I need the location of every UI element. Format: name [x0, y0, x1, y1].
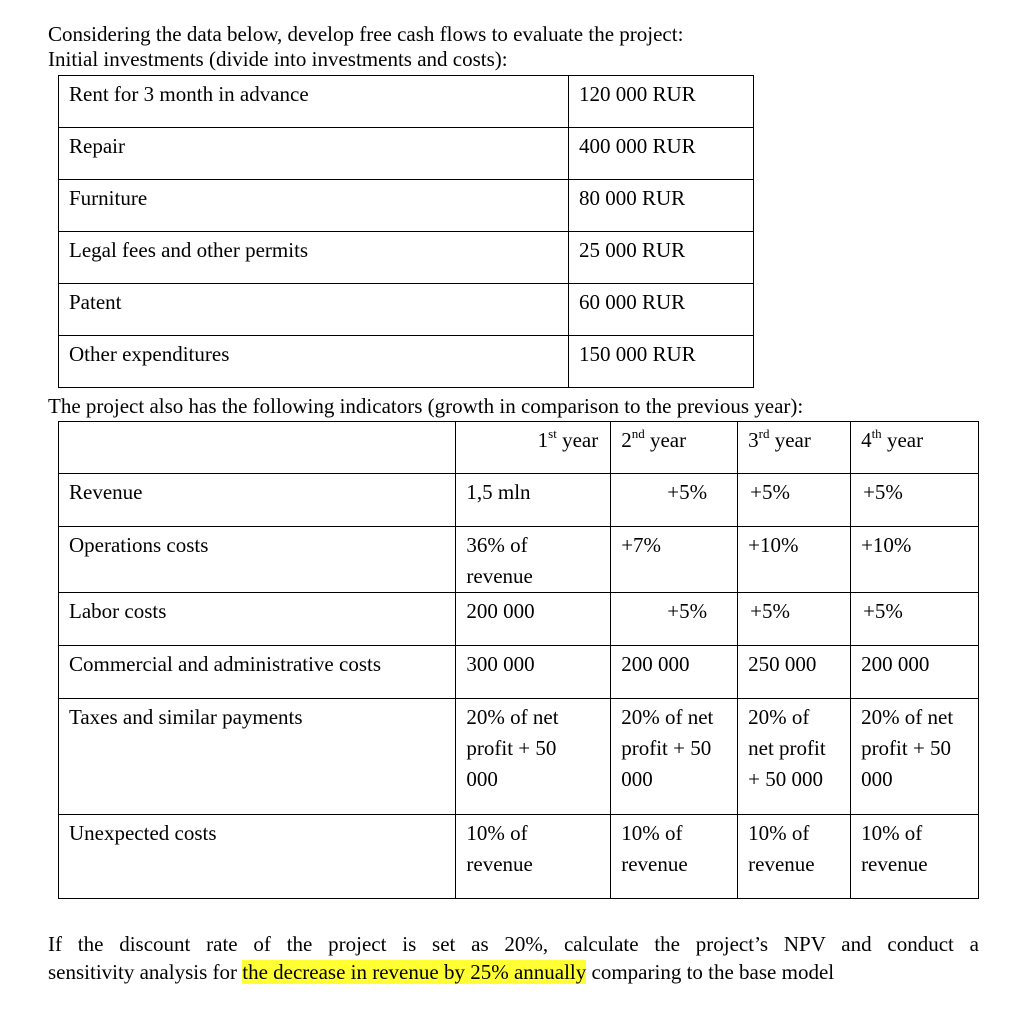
cell-year-2: 20% of net profit + 50 000 [621, 705, 714, 791]
investment-amount: 80 000 RUR [579, 186, 686, 210]
cell-year-3: +10% [748, 533, 799, 557]
indicators-table [58, 421, 979, 899]
investment-amount: 25 000 RUR [579, 238, 686, 262]
cell-year-1: 200 000 [466, 599, 535, 623]
investment-item: Legal fees and other permits [69, 238, 309, 262]
cell-year-2: 200 000 [621, 652, 690, 676]
row-label: Revenue [69, 480, 143, 504]
cell-year-2: 10% of revenue [621, 821, 688, 876]
row-label: Labor costs [69, 599, 167, 623]
cell-year-4: 200 000 [861, 652, 930, 676]
cell-year-3: 250 000 [748, 652, 817, 676]
cell-year-4: 20% of net profit + 50 000 [861, 705, 954, 791]
year-1-header: 1st year [537, 426, 599, 452]
table-row [59, 527, 979, 593]
intro-line-1: Considering the data below, develop free cash flows to evaluate the project: [48, 22, 684, 46]
table-row [59, 699, 979, 815]
cell-year-4: +5% [863, 599, 903, 623]
investment-amount: 60 000 RUR [579, 290, 686, 314]
cell-year-3: 20% of net profit + 50 000 [748, 705, 826, 791]
investment-item: Furniture [69, 186, 148, 210]
indicators-heading: The project also has the following indicators (growth in comparison to the previous year): [48, 394, 804, 418]
cell-year-2: +7% [621, 533, 662, 557]
investment-amount: 400 000 RUR [579, 134, 696, 158]
row-label: Commercial and administrative costs [69, 652, 382, 676]
investment-item: Patent [69, 290, 122, 314]
cell-year-3: 10% of revenue [748, 821, 815, 876]
year-4-header: 4th year [861, 426, 924, 452]
cell-year-4: +10% [861, 533, 912, 557]
cell-year-2: +5% [667, 599, 708, 623]
table-row [59, 284, 754, 336]
investment-item: Other expenditures [69, 342, 230, 366]
intro-line-2: Initial investments (divide into investments and costs): [48, 47, 508, 71]
table-row [59, 76, 754, 128]
cell-year-3: +5% [750, 599, 790, 623]
row-label: Operations costs [69, 533, 209, 557]
year-2-header: 2nd year [621, 426, 687, 452]
table-row [59, 815, 979, 899]
investment-amount: 150 000 RUR [579, 342, 696, 366]
table-row [59, 336, 754, 388]
cell-year-4: +5% [863, 480, 903, 504]
table-row [59, 646, 979, 699]
year-3-header: 3rd year [748, 426, 811, 452]
cell-year-3: +5% [750, 480, 790, 504]
investments-table [58, 75, 754, 388]
investment-item: Repair [69, 134, 125, 158]
investment-item: Rent for 3 month in advance [69, 82, 309, 106]
table-row [59, 180, 754, 232]
table-header-row [59, 422, 979, 474]
closing-paragraph [48, 930, 979, 986]
cell-year-1: 10% of revenue [466, 821, 533, 876]
cell-year-1: 1,5 mln [466, 480, 531, 504]
investment-amount: 120 000 RUR [579, 82, 696, 106]
cell-year-4: 10% of revenue [861, 821, 928, 876]
closing-line-1: If the discount rate of the project is set as 20%, calculate the project’s NPV and conduct a [48, 932, 979, 956]
row-label: Taxes and similar payments [69, 705, 303, 729]
table-row [59, 474, 979, 527]
cell-year-1: 300 000 [466, 652, 535, 676]
cell-year-2: +5% [667, 480, 708, 504]
closing-line-2: sensitivity analysis for the decrease in revenue by 25% annually comparing to the base model [48, 960, 835, 984]
highlighted-text: the decrease in revenue by 25% annually [242, 960, 587, 984]
row-label: Unexpected costs [69, 821, 217, 845]
cell-year-1: 20% of net profit + 50 000 [466, 705, 559, 791]
table-row [59, 232, 754, 284]
cell-year-1: 36% of revenue [466, 533, 533, 588]
table-row [59, 128, 754, 180]
table-row [59, 593, 979, 646]
